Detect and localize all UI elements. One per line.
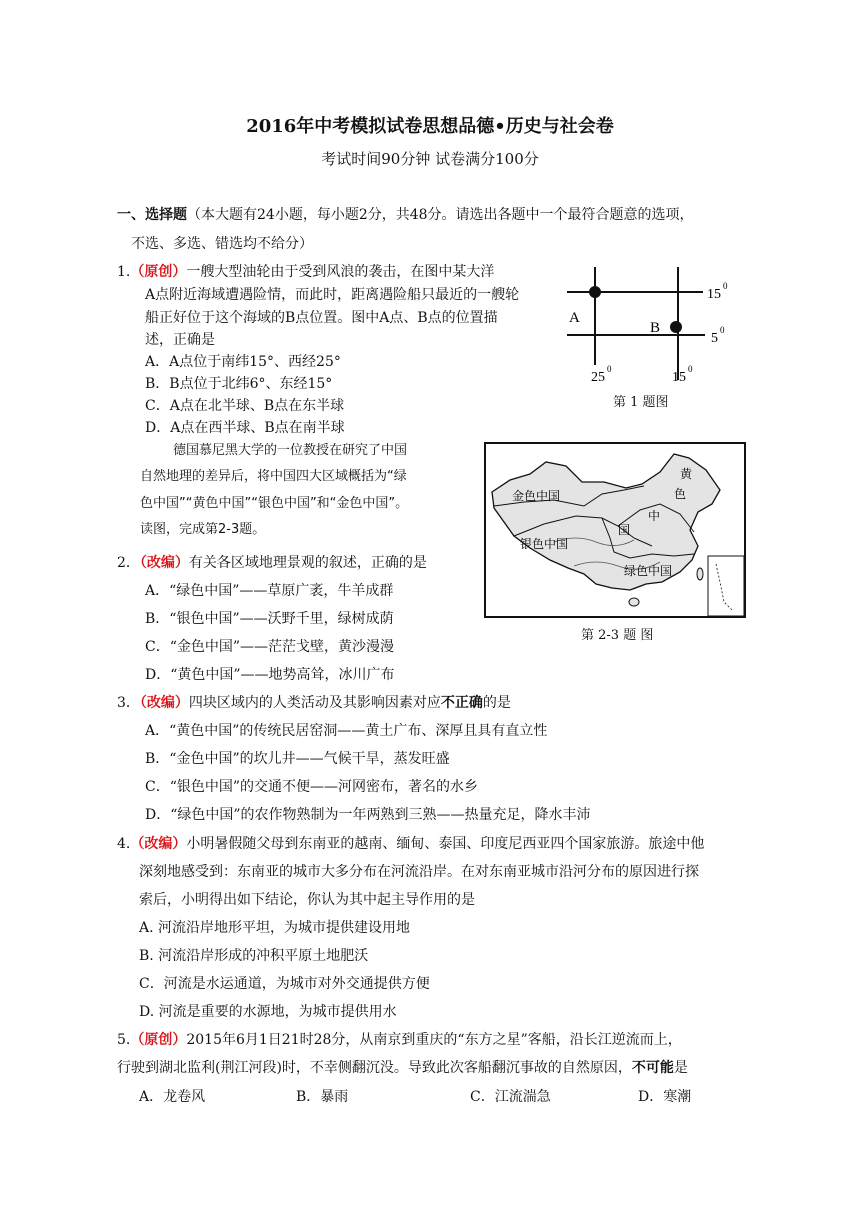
q4-number: 4. <box>117 836 131 852</box>
section-desc-2: 不选、多选、错选均不给分） <box>131 236 313 252</box>
section-heading: 一、选择题 <box>117 207 187 223</box>
q1-option-c: C．A点在北半球、B点在东半球 <box>145 398 345 414</box>
q5-option-d: D．寒潮 <box>638 1089 692 1105</box>
q3-number: 3． <box>117 695 140 711</box>
map-caption: 第 2-3 题 图 <box>581 628 654 643</box>
section-heading-row <box>117 205 694 225</box>
label-yellow-1: 黄 <box>680 467 693 481</box>
q3-option-b: B．“金色中国”的坎儿井——气候干旱，蒸发旺盛 <box>145 751 450 767</box>
label-gold-china: 金色中国 <box>512 489 561 503</box>
q1-stem-line-4: 述，正确是 <box>145 332 215 348</box>
q1-option-d: D．A点在西半球、B点在南半球 <box>145 420 345 436</box>
q3-tag: （改编） <box>139 695 189 711</box>
point-b-marker <box>670 321 682 333</box>
q1-grid-figure <box>555 265 755 395</box>
q1-stem-line-3: 船正好位于这个海域的B点位置。图中A点、B点的位置描 <box>145 310 498 326</box>
q1-figure-caption: 第 1 题图 <box>613 395 669 410</box>
q3-stem-text-a: 四块区域内的人类活动及其影响因素对应 <box>188 695 441 711</box>
lon-left-label: 25 <box>591 370 605 385</box>
label-yellow-2: 色 <box>674 487 687 501</box>
label-a: A <box>569 310 580 326</box>
label-green-china: 绿色中国 <box>624 564 673 578</box>
q4-option-b: B. 河流沿岸形成的冲积平原土地肥沃 <box>139 948 369 964</box>
q4-stem-text-1: 小明暑假随父母到东南亚的越南、缅甸、泰国、印度尼西亚四个国家旅游。旅途中他 <box>186 836 705 852</box>
q2-option-c: C．“金色中国”——茫茫戈壁，黄沙漫漫 <box>145 639 395 655</box>
lon-right-label: 15 <box>672 370 686 385</box>
label-b: B <box>650 320 661 336</box>
exam-info: 考试时间90分钟 试卷满分100分 <box>321 150 539 168</box>
taiwan-island <box>697 568 703 580</box>
lat-top-label: 15 <box>707 287 721 302</box>
q5-stem-text-2a: 行驶到湖北监利(荆江河段)时，不幸侧翻沉没。导致此次客船翻沉事故的自然原因， <box>117 1060 632 1076</box>
q2-stem <box>117 553 427 573</box>
q5-option-c: C．江流湍急 <box>470 1089 551 1105</box>
q1-stem-line-2: A点附近海域遭遇险情，而此时，距离遇险船只最近的一艘轮 <box>145 287 520 303</box>
q2-option-d: D．“黄色中国”——地势高耸，冰川广布 <box>145 667 395 683</box>
q5-stem-text-2c: 是 <box>673 1060 688 1076</box>
q2-tag: （改编） <box>139 555 189 571</box>
q3-option-a: A．“黄色中国”的传统民居窑洞——黄土广布、深厚且具有直立性 <box>145 723 548 739</box>
q3-option-c: C．“银色中国”的交通不便——河网密布，著名的水乡 <box>145 779 479 795</box>
q4-stem-line-1 <box>117 834 704 854</box>
q2-option-b: B．“银色中国”——沃野千里，绿树成荫 <box>145 611 394 627</box>
q2-number: 2． <box>117 555 140 571</box>
q4-tag: （改编） <box>130 836 187 852</box>
section-desc: （本大题有24小题，每小题2分，共48分。请选出各题中一个最符合题意的选项， <box>187 207 694 223</box>
label-yellow-4: 国 <box>618 523 631 537</box>
hainan-island <box>629 598 639 606</box>
q4-option-d: D. 河流是重要的水源地，为城市提供用水 <box>139 1004 397 1020</box>
q5-tag: （原创） <box>130 1032 187 1048</box>
intro-line-3: 色中国”“黄色中国”“银色中国”和“金色中国”。 <box>140 496 409 511</box>
q3-option-d: D．“绿色中国”的农作物熟制为一年两熟到三熟——热量充足，降水丰沛 <box>145 807 591 823</box>
q5-stem-text-1: 2015年6月1日21时28分，从南京到重庆的“东方之星”客船，沿长江逆流而上， <box>186 1032 682 1048</box>
lon-right-degree: 0 <box>688 364 693 374</box>
intro-line-2: 自然地理的差异后，将中国四大区域概括为“绿 <box>140 469 407 484</box>
q1-stem-line-1 <box>117 262 494 282</box>
lat-top-degree: 0 <box>723 281 728 291</box>
q5-stem-line-1 <box>117 1030 682 1050</box>
intro-line-4: 读图，完成第2-3题。 <box>140 522 266 537</box>
intro-line-1: 德国慕尼黑大学的一位教授在研究了中国 <box>173 443 408 458</box>
q4-option-c: C．河流是水运通道，为城市对外交通提供方便 <box>139 976 430 992</box>
q1-tag: （原创） <box>130 264 187 280</box>
q4-stem-line-3: 索后，小明得出如下结论，你认为其中起主导作用的是 <box>139 892 475 908</box>
q1-option-b: B．B点位于北纬6°、东经15° <box>145 376 333 392</box>
q1-option-a: A．A点位于南纬15°、西经25° <box>145 354 341 370</box>
q5-option-b: B．暴雨 <box>296 1089 349 1105</box>
point-a-marker <box>589 286 601 298</box>
china-regions-map <box>484 442 746 618</box>
q3-stem-emphasis: 不正确 <box>440 695 483 711</box>
q5-option-a: A．龙卷风 <box>139 1089 206 1105</box>
page-title: 2016年中考模拟试卷思想品德•历史与社会卷 <box>246 116 614 137</box>
south-sea-inset <box>708 556 744 616</box>
q3-stem-text-c: 的是 <box>482 695 511 711</box>
q1-stem-text-1: 一艘大型油轮由于受到风浪的袭击，在图中某大洋 <box>186 264 495 280</box>
label-yellow-3: 中 <box>648 509 661 523</box>
q3-stem <box>117 693 511 713</box>
q5-stem-line-2 <box>117 1058 688 1078</box>
lon-left-degree: 0 <box>607 364 612 374</box>
label-silver-china: 银色中国 <box>520 537 569 551</box>
q2-stem-text: 有关各区域地理景观的叙述，正确的是 <box>188 555 427 571</box>
lat-bottom-degree: 0 <box>720 325 725 335</box>
q1-number: 1. <box>117 264 131 280</box>
q4-option-a: A. 河流沿岸地形平坦，为城市提供建设用地 <box>139 920 411 936</box>
q5-stem-emphasis: 不可能 <box>631 1060 674 1076</box>
q4-stem-line-2: 深刻地感受到：东南亚的城市大多分布在河流沿岸。在对东南亚城市沿河分布的原因进行探 <box>139 864 699 880</box>
lat-bottom-label: 5 <box>711 331 718 346</box>
q2-option-a: A．“绿色中国”——草原广袤，牛羊成群 <box>145 583 394 599</box>
q5-number: 5. <box>117 1032 131 1048</box>
